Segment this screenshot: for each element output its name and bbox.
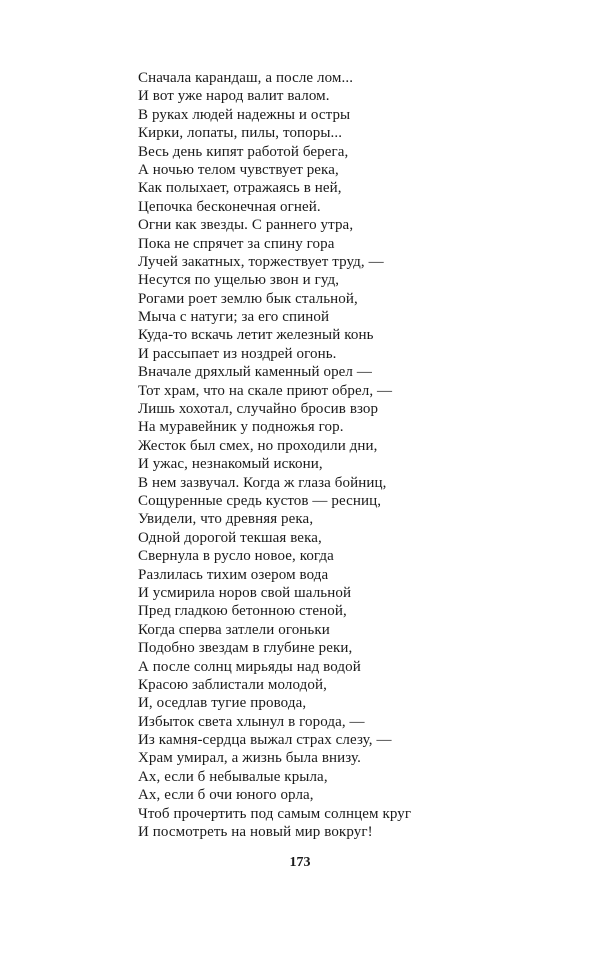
poem-line: Сначала карандаш, а после лом... [138, 70, 354, 86]
poem-line: Свернула в русло новое, когда [138, 548, 334, 565]
poem-line: В нем зазвучал. Когда ж глаза бойниц, [138, 474, 387, 491]
poem-line: Одной дорогой текшая века, [138, 529, 322, 546]
poem-line: И вот уже народ валит валом. [138, 88, 330, 105]
poem-line: В руках людей надежны и остры [138, 106, 351, 123]
poem-line: Жесток был смех, но проходили дни, [138, 437, 378, 454]
poem-line: Кирки, лопаты, пилы, топоры... [138, 125, 343, 142]
poem-line: Ах, если б небывалые крыла, [138, 768, 328, 785]
poem-line: А после солнц мирьяды над водой [138, 658, 361, 675]
poem-line: Из камня-сердца выжал страх слезу, — [138, 732, 392, 749]
poem-line: Пред гладкою бетонною стеной, [138, 603, 347, 620]
poem-line: Ах, если б очи юного орла, [138, 787, 314, 804]
poem-line: Цепочка бесконечная огней. [138, 198, 321, 215]
poem-text [138, 69, 578, 841]
poem-line: Лишь хохотал, случайно бросив взор [138, 401, 379, 418]
poem-line: Рогами роет землю бык стальной, [138, 290, 358, 307]
poem-line: Красою заблистали молодой, [138, 676, 327, 693]
page-number: 173 [289, 855, 311, 870]
poem-line: Тот храм, что на скале приют обрел, — [138, 382, 393, 399]
poem-line: И усмирила норов свой шальной [138, 584, 352, 601]
poem-line: А ночью телом чувствует река, [138, 161, 339, 178]
poem-line: Как полыхает, отражаясь в ней, [138, 180, 342, 197]
poem-line: Несутся по ущелью звон и гуд, [138, 272, 340, 289]
poem-line: Огни как звезды. С раннего утра, [138, 217, 354, 234]
poem-line: Куда-то вскачь летит железный конь [138, 327, 374, 344]
poem-line: Весь день кипят работой берега, [138, 143, 349, 160]
poem-line: Увидели, что древняя река, [138, 511, 314, 528]
poem-line: Чтоб прочертить под самым солнцем круг [138, 805, 412, 822]
poem-line: И посмотреть на новый мир вокруг! [138, 824, 373, 841]
poem-line: Мыча с натуги; за его спиной [138, 309, 330, 326]
poem-line: И, оседлав тугие провода, [138, 695, 307, 712]
poem-line: Пока не спрячет за спину гора [138, 235, 335, 252]
poem-line: Когда сперва затлели огоньки [138, 621, 330, 638]
poem-line: Лучей закатных, торжествует труд, — [138, 253, 384, 270]
poem-line: Сощуренные средь кустов — ресниц, [138, 492, 382, 509]
poem-line: На муравейник у подножья гор. [138, 419, 344, 436]
poem-line: И ужас, незнакомый искони, [138, 456, 323, 473]
poem-line: И рассыпает из ноздрей огонь. [138, 345, 337, 362]
poem-line: Храм умирал, а жизнь была внизу. [138, 750, 361, 767]
poem-line: Подобно звездам в глубине реки, [138, 640, 353, 657]
poem-line: Избыток света хлынул в города, — [138, 713, 365, 730]
poem-line: Разлилась тихим озером вода [138, 566, 329, 583]
poem-line: Вначале дряхлый каменный орел — [138, 364, 372, 381]
